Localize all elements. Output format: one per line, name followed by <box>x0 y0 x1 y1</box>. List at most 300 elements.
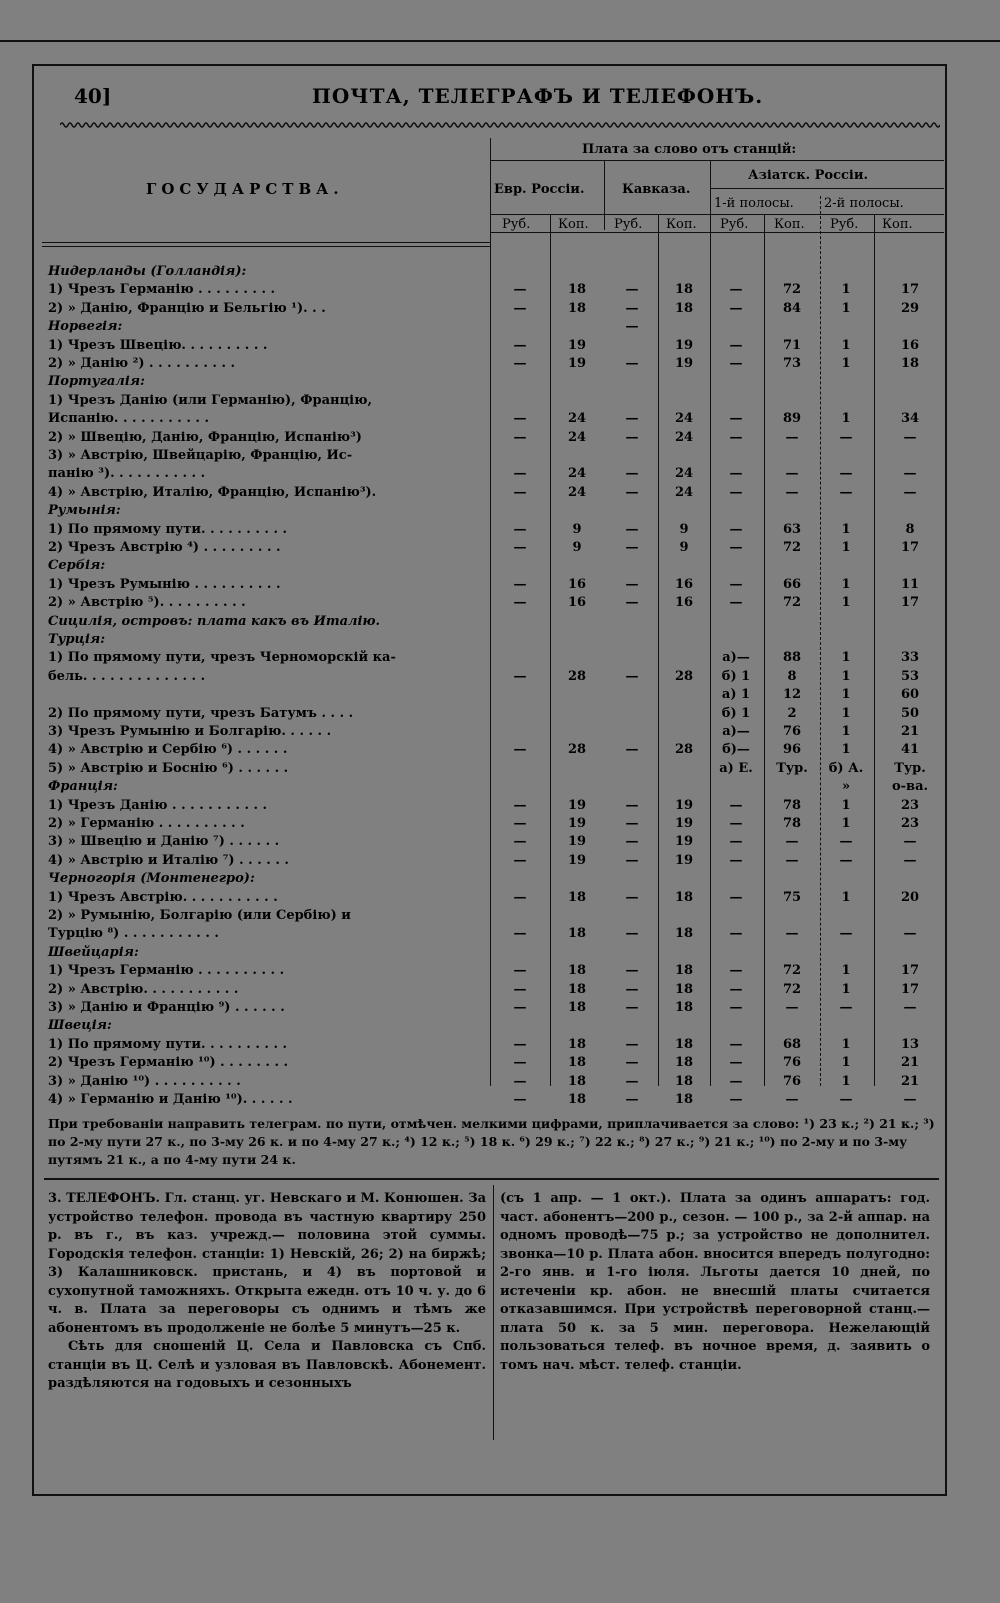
table-row <box>42 816 944 834</box>
unit-kop: Коп. <box>558 217 589 232</box>
rate-cell: 1 <box>841 356 851 371</box>
rate-cell: — <box>513 595 527 611</box>
table-row <box>42 798 944 816</box>
row-label: 2) » Германію . . . . . . . . . . <box>48 816 245 831</box>
unit-kop: Коп. <box>882 217 913 232</box>
rate-cell: 18 <box>567 963 587 979</box>
rate-cell: 24 <box>674 484 694 500</box>
row-label: 2) » Швецію, Данію, Францію, Испанію³) <box>48 429 362 445</box>
rate-cell: б)— <box>722 742 750 758</box>
rate-cell: — <box>903 1092 917 1107</box>
rate-cell: 41 <box>900 742 920 758</box>
rate-cell: — <box>625 816 639 831</box>
rate-cell: 19 <box>567 356 587 371</box>
rate-cell: 24 <box>674 429 694 445</box>
rate-cell: — <box>625 282 639 298</box>
rate-cell: 1 <box>841 521 851 537</box>
rate-cell: 24 <box>567 466 587 482</box>
rate-cell: 16 <box>567 576 587 592</box>
row-label: Румынія: <box>48 503 121 519</box>
rate-cell: — <box>625 411 639 427</box>
rate-cell: 1 <box>841 742 851 758</box>
rate-cell: — <box>625 742 639 758</box>
row-label: Нидерланды (Голландія): <box>48 264 247 279</box>
rate-cell: 1 <box>841 889 851 905</box>
rate-cell: 28 <box>674 742 694 758</box>
row-label: 4) » Австрію и Италію ⁷) . . . . . . <box>48 852 289 868</box>
rate-cell: 8 <box>905 521 915 537</box>
rate-cell: 18 <box>567 1055 587 1071</box>
rate-cell: — <box>625 797 639 813</box>
rate-cell: 18 <box>567 889 587 905</box>
rate-cell: — <box>839 484 853 500</box>
table-row <box>42 982 944 1000</box>
rate-cell: 18 <box>674 1073 694 1089</box>
rate-cell: 1 <box>841 797 851 813</box>
table-divider <box>604 160 605 230</box>
rate-cell: — <box>513 521 527 537</box>
rate-cell: 1 <box>841 411 851 427</box>
rate-cell: — <box>513 1055 527 1071</box>
rate-cell: 84 <box>782 300 802 316</box>
rate-cell: 1 <box>841 595 851 611</box>
table-row <box>42 393 944 411</box>
rate-cell: 19 <box>674 337 694 353</box>
rate-cell: 18 <box>674 1036 694 1052</box>
rate-cell: 53 <box>900 668 920 684</box>
rate-cell: 89 <box>782 411 802 427</box>
rate-cell: — <box>625 484 639 500</box>
rate-cell: 18 <box>567 282 587 298</box>
rate-cell: 72 <box>782 981 802 997</box>
states-header: ГОСУДАРСТВА. <box>146 180 344 198</box>
rate-cell: — <box>513 1036 527 1052</box>
rate-cell: — <box>625 319 639 335</box>
rate-cell: 2 <box>787 705 797 721</box>
rate-cell: 18 <box>567 1073 587 1089</box>
rate-cell: 23 <box>900 816 920 831</box>
rate-cell: 18 <box>674 1055 694 1071</box>
rate-cell: 73 <box>782 356 802 371</box>
rate-cell: 1 <box>841 705 851 721</box>
rate-cell: 19 <box>567 797 587 813</box>
rate-cell: 33 <box>900 650 920 666</box>
rate-cell: 72 <box>782 595 802 611</box>
rate-cell: 50 <box>900 705 920 721</box>
row-label: Швеція: <box>48 1018 112 1034</box>
rate-cell: — <box>785 834 799 850</box>
row-label: Черногорія (Монтенегро): <box>48 871 255 887</box>
rate-cell: — <box>839 1000 853 1015</box>
rate-cell: — <box>729 411 743 427</box>
row-label: 1) Чрезъ Австрію. . . . . . . . . . . <box>48 889 278 905</box>
rate-cell: 24 <box>567 429 587 445</box>
row-label: 3) Чрезъ Румынію и Болгарію. . . . . . <box>48 724 332 739</box>
row-label: Франція: <box>48 779 118 795</box>
section-divider <box>44 1178 939 1180</box>
row-label: 3) » Данію и Францію ⁹) . . . . . . <box>48 1000 285 1015</box>
row-label: 4) » Австрію и Сербію ⁶) . . . . . . <box>48 742 288 758</box>
rate-cell: — <box>903 1000 917 1015</box>
row-label: Швейцарія: <box>48 944 139 960</box>
table-row <box>42 374 944 392</box>
rate-cell: 9 <box>572 521 582 537</box>
rate-cell: — <box>839 926 853 942</box>
rate-cell: — <box>625 1036 639 1052</box>
row-label: 1) Чрезъ Швецію. . . . . . . . . . <box>48 337 268 353</box>
rate-cell: — <box>729 576 743 592</box>
row-label: 4) » Германію и Данію ¹⁰). . . . . . <box>48 1092 293 1107</box>
rate-cell: — <box>729 1055 743 1071</box>
rate-cell: — <box>729 926 743 942</box>
rate-cell: 1 <box>841 1036 851 1052</box>
table-row <box>42 632 944 650</box>
rate-cell: — <box>625 1073 639 1089</box>
table-row <box>42 558 944 576</box>
rate-cell: — <box>513 834 527 850</box>
rate-cell: — <box>729 540 743 555</box>
table-row <box>42 522 944 540</box>
rate-cell: 1 <box>841 963 851 979</box>
unit-kop: Коп. <box>666 217 697 232</box>
rate-cell: — <box>513 963 527 979</box>
row-label: 2) » Австрію. . . . . . . . . . . <box>48 981 239 997</box>
rate-cell: а)— <box>722 724 750 739</box>
rate-cell: — <box>785 926 799 942</box>
rate-cell: 76 <box>782 1055 802 1071</box>
rate-cell: 75 <box>782 889 802 905</box>
rate-cell: 18 <box>674 1000 694 1015</box>
table-row <box>42 577 944 595</box>
row-label: Сицилія, островъ: плата какъ въ Италію. <box>48 613 381 629</box>
rate-cell: — <box>513 852 527 868</box>
rate-cell: 18 <box>567 1000 587 1015</box>
rate-cell: б) А. <box>828 760 864 776</box>
page-header <box>32 80 947 120</box>
rate-cell: 1 <box>841 1073 851 1089</box>
table-row <box>42 1055 944 1073</box>
row-label: 1) Чрезъ Данію (или Германію), Францію, <box>48 392 372 408</box>
rate-cell: а) 1 <box>721 687 751 703</box>
unit-rub: Руб. <box>614 217 643 232</box>
row-label: 1) По прямому пути. . . . . . . . . . <box>48 521 288 537</box>
rate-cell: 1 <box>841 282 851 298</box>
rate-cell: 1 <box>841 981 851 997</box>
rate-cell: — <box>513 466 527 482</box>
rate-cell: 76 <box>782 1073 802 1089</box>
row-label: 1) Чрезъ Германію . . . . . . . . . <box>48 282 276 298</box>
rate-cell: 28 <box>567 668 587 684</box>
rate-cell: 19 <box>567 337 587 353</box>
rate-cell: — <box>513 1000 527 1015</box>
rate-cell: — <box>513 484 527 500</box>
rate-cell: — <box>729 300 743 316</box>
rate-cell: 1 <box>841 540 851 555</box>
wavy-divider <box>60 120 940 130</box>
row-label: Норвегія: <box>48 319 123 335</box>
rate-cell: 1 <box>841 668 851 684</box>
row-label: 3) » Австрію, Швейцарію, Францію, Ис- <box>48 448 353 463</box>
unit-rub: Руб. <box>720 217 749 232</box>
rate-cell: 68 <box>782 1036 802 1052</box>
rate-cell: 21 <box>900 1055 920 1071</box>
rate-cell: 18 <box>674 963 694 979</box>
table-row <box>42 1037 944 1055</box>
rate-cell: — <box>903 429 917 445</box>
rate-cell: 18 <box>567 1036 587 1052</box>
rate-cell: 17 <box>900 282 920 298</box>
rate-cell: 1 <box>841 650 851 666</box>
rate-cell: — <box>729 1092 743 1107</box>
rate-cell: 9 <box>572 540 582 555</box>
rate-cell: — <box>785 466 799 482</box>
rate-cell: 76 <box>782 724 802 739</box>
page-title: ПОЧТА, ТЕЛЕГРАФЪ И ТЕЛЕФОНЪ. <box>312 84 764 108</box>
table-row <box>42 356 944 374</box>
table-row <box>42 264 944 282</box>
rate-cell: — <box>625 852 639 868</box>
rate-cell: 18 <box>674 889 694 905</box>
rate-cell: — <box>729 282 743 298</box>
rate-cell: — <box>625 981 639 997</box>
rate-cell: — <box>839 466 853 482</box>
rate-cell: Тур. <box>776 760 808 776</box>
rate-cell: 19 <box>674 356 694 371</box>
table-row <box>42 430 944 448</box>
table-row <box>42 834 944 852</box>
table-row <box>42 687 944 705</box>
rate-cell: — <box>729 981 743 997</box>
rate-cell: 1 <box>841 300 851 316</box>
rate-cell: о-ва. <box>891 779 929 795</box>
rate-cell: а) Е. <box>719 760 753 776</box>
unit-kop: Коп. <box>774 217 805 232</box>
table-row <box>42 1074 944 1092</box>
table-row <box>42 650 944 668</box>
row-label: 4) » Австрію, Италію, Францію, Испанію³). <box>48 484 377 500</box>
table-row <box>42 963 944 981</box>
table-row <box>42 448 944 466</box>
rate-cell: 1 <box>841 1055 851 1071</box>
rate-cell: — <box>903 466 917 482</box>
rate-cell: 17 <box>900 981 920 997</box>
rate-cell: 19 <box>567 852 587 868</box>
top-rule <box>0 40 1000 42</box>
rate-cell: — <box>729 595 743 611</box>
rate-cell: — <box>729 816 743 831</box>
table-row <box>42 485 944 503</box>
rate-cell: — <box>625 521 639 537</box>
row-label: 1) Чрезъ Румынію . . . . . . . . . . <box>48 576 281 592</box>
rate-cell: 28 <box>567 742 587 758</box>
rate-cell: — <box>903 834 917 850</box>
top-header: Плата за слово отъ станцій: <box>582 142 797 157</box>
rate-cell: — <box>625 356 639 371</box>
rate-cell: 72 <box>782 963 802 979</box>
table-row <box>42 338 944 356</box>
rate-cell: 19 <box>567 834 587 850</box>
rate-cell: — <box>729 1073 743 1089</box>
rate-cell: 24 <box>674 466 694 482</box>
rate-cell: 21 <box>900 1073 920 1089</box>
row-label: 1) По прямому пути, чрезъ Черноморскій ка- <box>48 650 396 666</box>
rate-cell: 1 <box>841 816 851 831</box>
rate-cell: — <box>729 466 743 482</box>
rate-cell: 1 <box>841 724 851 739</box>
table-rule <box>490 214 944 215</box>
rate-cell: — <box>625 1092 639 1107</box>
group-kavkaz: Кавказа. <box>622 182 691 197</box>
rate-cell: — <box>625 963 639 979</box>
table-row <box>42 1018 944 1036</box>
zone-2: 2-й полосы. <box>824 196 904 211</box>
row-label: 3) » Данію ¹⁰) . . . . . . . . . . <box>48 1073 241 1089</box>
rate-cell: 34 <box>900 411 920 427</box>
rate-cell: — <box>785 1092 799 1107</box>
rate-cell: 18 <box>674 1092 694 1107</box>
rate-cell: — <box>625 668 639 684</box>
rate-cell: 18 <box>674 981 694 997</box>
rate-cell: — <box>513 429 527 445</box>
rate-cell: — <box>839 429 853 445</box>
table-row <box>42 282 944 300</box>
table-row <box>42 319 944 337</box>
table-row <box>42 908 944 926</box>
rate-cell: 19 <box>567 816 587 831</box>
rate-cell: — <box>729 963 743 979</box>
table-row <box>42 503 944 521</box>
table-row <box>42 540 944 558</box>
rate-cell: 28 <box>674 668 694 684</box>
row-label: 2) » Австрію ⁵). . . . . . . . . . <box>48 595 246 611</box>
rate-cell: — <box>785 1000 799 1015</box>
rate-cell: — <box>729 834 743 850</box>
rate-cell: 18 <box>674 282 694 298</box>
rate-cell: — <box>903 926 917 942</box>
rate-cell: 18 <box>567 300 587 316</box>
table-rule <box>490 160 944 161</box>
row-label: 2) » Данію, Францію и Бельгію ¹). . . <box>48 300 326 316</box>
rate-cell: 78 <box>782 816 802 831</box>
table-row <box>42 595 944 613</box>
rate-cell: — <box>513 742 527 758</box>
rate-cell: — <box>839 1092 853 1107</box>
group-aziat: Азіатск. Россіи. <box>748 168 869 183</box>
rate-cell: — <box>785 852 799 868</box>
rate-cell: — <box>729 429 743 445</box>
row-label: 2) По прямому пути, чрезъ Батумъ . . . . <box>48 705 354 721</box>
rate-cell: 21 <box>900 724 920 739</box>
rate-cell: — <box>729 1000 743 1015</box>
rate-cell: б) 1 <box>721 705 751 721</box>
rate-cell: 1 <box>841 337 851 353</box>
table-row <box>42 411 944 429</box>
network-paragraph: Сѣть для сношеній Ц. Села и Павловска съ Спб. станціи въ Ц. Селѣ и узловая въ Павловскѣ. Абонемент. раздѣляются на годовыхъ и сезонныхъ <box>48 1339 486 1391</box>
rate-cell: — <box>513 816 527 831</box>
rate-cell: 88 <box>782 650 802 666</box>
rate-cell: 18 <box>567 981 587 997</box>
rate-cell: — <box>513 540 527 555</box>
row-label: Сербія: <box>48 558 106 574</box>
table-row <box>42 724 944 742</box>
table-row <box>42 1092 944 1110</box>
rate-cell: 17 <box>900 595 920 611</box>
rate-cell: — <box>625 926 639 942</box>
rate-cell: 19 <box>674 852 694 868</box>
rate-cell: 29 <box>900 300 920 316</box>
unit-rub: Руб. <box>502 217 531 232</box>
rate-cell: » <box>841 779 851 795</box>
rate-cell: — <box>625 1000 639 1015</box>
rate-cell: — <box>625 595 639 611</box>
rate-cell: — <box>839 852 853 868</box>
rate-cell: — <box>625 1055 639 1071</box>
rate-cell: 24 <box>567 484 587 500</box>
rate-cell: — <box>625 429 639 445</box>
footnote: При требованіи направить телеграм. по пути, отмѣчен. мелкими цифрами, приплачивается за слово: ¹) 23 к.; ²) 21 к.; ³) по 2-му пути 27 к., по 3-му 26 к. и по 4-му 27 к.; ⁴) 12 к.; ⁵) 18 к. ⁶) 29 к.; ⁷) 22 к.; ⁸) 27 к.; ⁹) 21 к.; ¹⁰) по 2-му и по 3-му путямъ 21 к., а по 4-му пути 24 к. <box>48 1116 935 1167</box>
zone-1: 1-й полосы. <box>714 196 794 211</box>
rate-cell: 18 <box>900 356 920 371</box>
rate-cell: 11 <box>900 576 920 592</box>
rate-cell: — <box>903 852 917 868</box>
rate-cell: — <box>625 576 639 592</box>
rate-cell: — <box>513 797 527 813</box>
row-label: Португалія: <box>48 374 145 390</box>
rate-cell: 19 <box>674 816 694 831</box>
rate-cell: — <box>729 889 743 905</box>
table-row <box>42 1000 944 1018</box>
table-row <box>42 742 944 760</box>
row-label: 2) Чрезъ Австрію ⁴) . . . . . . . . . <box>48 540 281 555</box>
rate-cell: 24 <box>567 411 587 427</box>
rate-cell: 18 <box>674 300 694 316</box>
rate-cell: 63 <box>782 521 802 537</box>
row-label: 2) » Данію ²) . . . . . . . . . . <box>48 356 236 371</box>
rate-cell: 66 <box>782 576 802 592</box>
row-label: 3) » Швецію и Данію ⁷) . . . . . . <box>48 834 280 850</box>
rate-cell: — <box>513 356 527 371</box>
rate-cell: 96 <box>782 742 802 758</box>
rate-cell: 72 <box>782 540 802 555</box>
rate-cell: 18 <box>674 926 694 942</box>
rate-cell: — <box>625 540 639 555</box>
rate-cell: 1 <box>841 576 851 592</box>
rate-cell: 18 <box>567 926 587 942</box>
rate-cell: 71 <box>782 337 802 353</box>
table-row <box>42 301 944 319</box>
rate-cell: 19 <box>674 797 694 813</box>
rate-cell: 16 <box>674 576 694 592</box>
rate-cell: — <box>513 411 527 427</box>
row-label: Испанію. . . . . . . . . . . <box>48 411 209 427</box>
row-label: 2) Чрезъ Германію ¹⁰) . . . . . . . . <box>48 1055 289 1071</box>
rate-cell: — <box>513 668 527 684</box>
row-label: 1) Чрезъ Данію . . . . . . . . . . . <box>48 797 268 813</box>
rate-cell: — <box>625 466 639 482</box>
table-row <box>42 466 944 484</box>
rate-cell: — <box>729 852 743 868</box>
rate-cell: — <box>729 797 743 813</box>
table-row <box>42 890 944 908</box>
row-label: Турція: <box>48 632 106 647</box>
rate-cell: — <box>729 356 743 371</box>
rate-cell: а)— <box>722 650 750 666</box>
rate-cell: — <box>729 484 743 500</box>
rate-cell: — <box>785 429 799 445</box>
rate-cell: 12 <box>782 687 802 703</box>
table-row <box>42 926 944 944</box>
rate-cell: — <box>729 1036 743 1052</box>
